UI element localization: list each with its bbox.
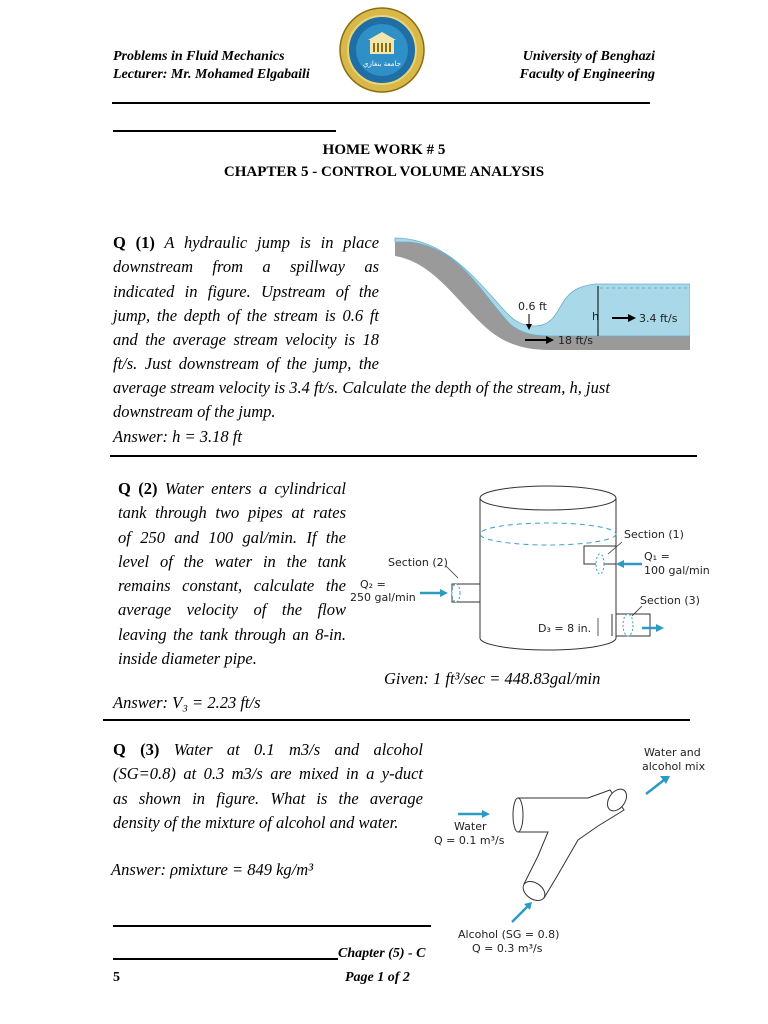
q1-divider: [110, 455, 697, 457]
short-rule: [113, 130, 336, 132]
mix-label-2: alcohol mix: [642, 760, 706, 773]
water-flow-label: Q = 0.1 m³/s: [434, 834, 505, 847]
q2-flow-value: 250 gal/min: [350, 591, 416, 604]
footer-page-of: Page 1 of 2: [345, 970, 410, 985]
header-divider: [112, 102, 650, 104]
q2-answer: Answer: V₃ = 2.23 ft/s: [113, 693, 261, 712]
mix-label-1: Water and: [644, 746, 701, 759]
d3-label: D₃ = 8 in.: [538, 622, 592, 635]
q2-flow-name: Q₂ =: [360, 578, 386, 591]
alcohol-flow-label: Q = 0.3 m³/s: [472, 942, 543, 955]
q3-answer: Answer: ρmixture = 849 kg/m³: [111, 860, 314, 879]
downstream-velocity-label: 3.4 ft/s: [639, 312, 678, 325]
question-1-continued: average stream velocity is 3.4 ft/s. Calculate the depth of the stream, h, just downstream of the jump. Answer: h = 3.18 ft: [113, 376, 673, 449]
section-2-label: Section (2): [388, 556, 448, 569]
water-label: Water: [454, 820, 487, 833]
footer-rule-2: [113, 958, 338, 960]
question-1: Q (1) A hydraulic jump is in place downstream from a spillway as indicated in figure. Upstream of the jump, the depth of the stream is 0.6 ft and the average stream velocity is 18 ft/s. Just downstream of the jump, the: [113, 233, 380, 374]
logo-text: جامعة بنغازي: [363, 60, 401, 68]
lecturer-name: Lecturer: Mr. Mohamed Elgabaili: [113, 67, 310, 82]
footer-rule-1: [113, 925, 431, 927]
hydraulic-jump-figure: [390, 232, 690, 364]
tank-figure: [346, 478, 718, 658]
question-3: Q (3) Water at 0.1 m3/s and alcohol (SG=0.8) at 0.3 m3/s are mixed in a y-duct as shown in figure. What is the average density of the mixture of alcohol and water.: [113, 740, 424, 832]
upstream-velocity-label: 18 ft/s: [558, 334, 593, 347]
course-title: Problems in Fluid Mechanics: [113, 49, 285, 64]
h-label: h: [592, 310, 599, 323]
q1-label: Q (1): [113, 233, 155, 252]
footer-chapter: Chapter (5) - C: [338, 946, 426, 961]
q2-given: Given: 1 ft³/sec = 448.83gal/min: [384, 669, 601, 688]
y-duct-figure: [428, 738, 728, 970]
university-logo: [338, 6, 426, 94]
section-1-label: Section (1): [624, 528, 684, 541]
footer-page-number: 5: [113, 970, 120, 985]
q1-answer: Answer: h = 3.18 ft: [113, 426, 242, 446]
q3-label: Q (3): [113, 740, 160, 759]
chapter-title: CHAPTER 5 - CONTROL VOLUME ANALYSIS: [223, 164, 545, 180]
university-name: University of Benghazi: [522, 49, 655, 64]
q2-label: Q (2): [118, 479, 158, 498]
q2-divider: [103, 719, 690, 721]
alcohol-label: Alcohol (SG = 0.8): [458, 928, 560, 941]
question-2: Q (2) Water enters a cylindrical tank through two pipes at rates of 250 and 100 gal/min. If the level of the water in the tank remains constant, calculate the average velocity of the flow leaving the tank through an 8-in. inside diameter pipe.: [118, 479, 346, 669]
faculty-name: Faculty of Engineering: [519, 67, 655, 82]
upstream-depth-label: 0.6 ft: [518, 300, 547, 313]
homework-title: HOME WORK # 5: [322, 142, 446, 158]
q1-flow-value: 100 gal/min: [644, 564, 710, 577]
section-3-label: Section (3): [640, 594, 700, 607]
q1-flow-name: Q₁ =: [644, 550, 670, 563]
